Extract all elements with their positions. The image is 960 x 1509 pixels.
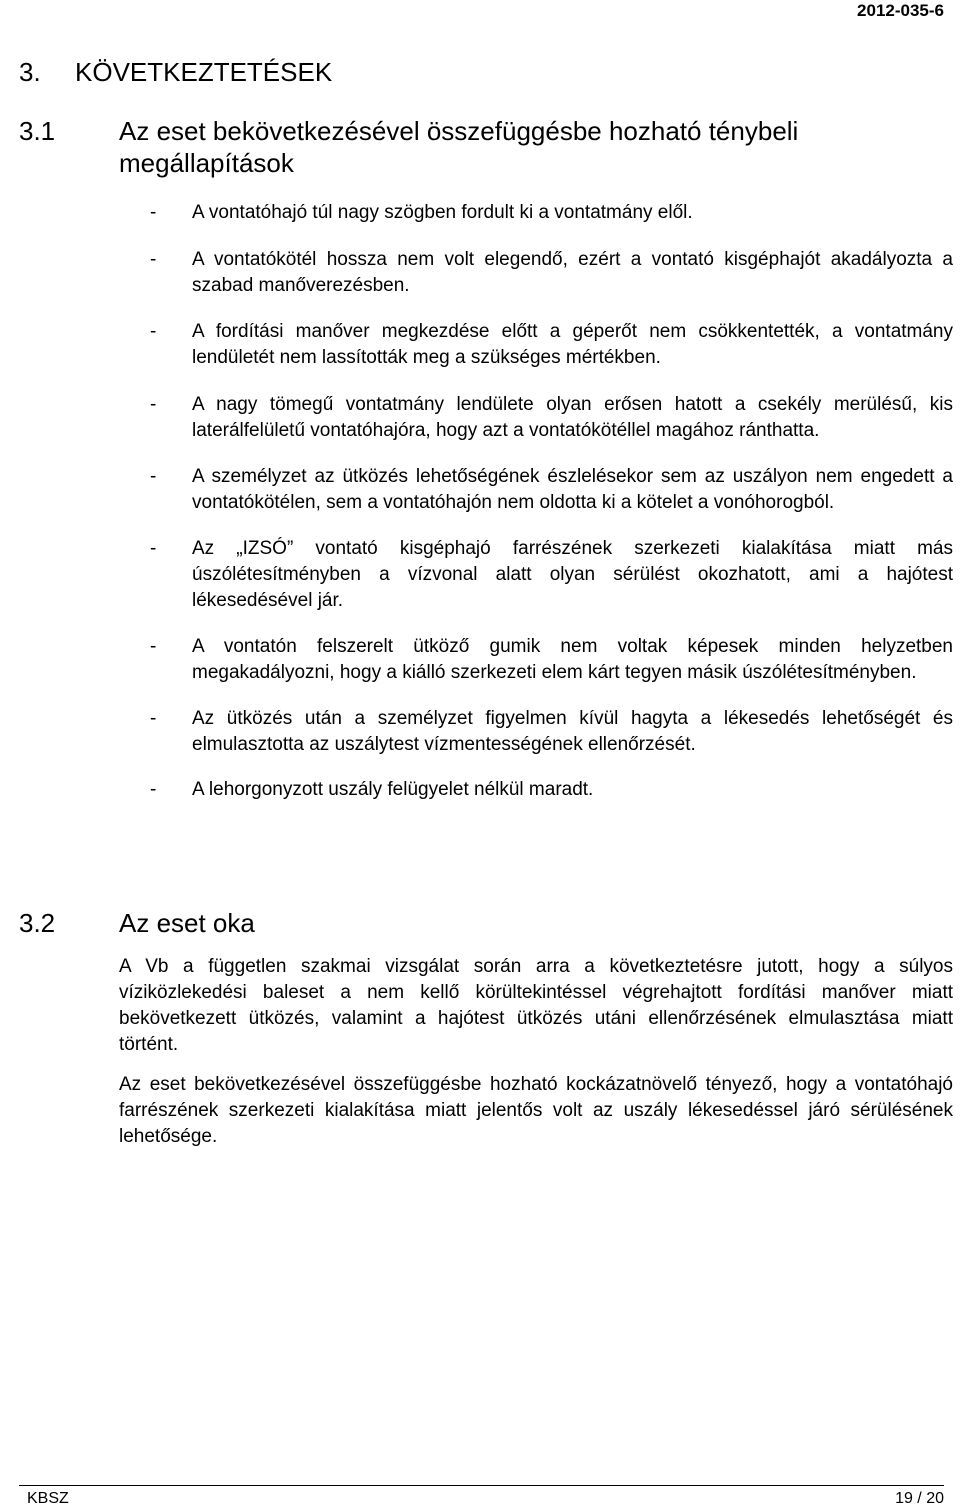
cause-section: [119, 954, 953, 1164]
finding-item: [150, 247, 953, 299]
section-number: 3.: [19, 57, 41, 87]
finding-item: [150, 536, 953, 614]
page-footer: [19, 1485, 944, 1507]
subsection-number: 3.1: [19, 116, 56, 146]
finding-text: Az „IZSÓ” vontató kisgéphajó farrészének szerkezeti kialakítása miatt más úszólétesítményben a vízvonal alatt olyan sérülést okozhatott, ami a hajótest lékesedésével jár.: [192, 538, 953, 611]
document-id: 2012-035-6: [857, 1, 944, 20]
cause-paragraph: A Vb a független szakmai vizsgálat során arra a következtetésre jutott, hogy a súlyos víziközlekedési baleset a nem kellő körültekintéssel végrehajtott fordítási manőver miatt bekövetkezett ütközés, valamint a hajótest ütközés utáni ellenőrzésének elmulasztása miatt történt.: [119, 956, 953, 1055]
subsection-title: Az eset bekövetkezésével összefüggésbe hozható ténybeli megállapítások: [119, 116, 799, 178]
finding-text: A személyzet az ütközés lehetőségének észlelésekor sem az uszályon nem engedett a vontatókötélen, sem a vontatóhajón nem oldotta ki a kötelet a vonóhorogból.: [192, 466, 953, 513]
finding-text: A fordítási manőver megkezdése előtt a géperőt nem csökkentették, a vontatmány lendületét nem lassították meg a szükséges mértékben.: [192, 321, 953, 368]
section-title: KÖVETKEZTETÉSEK: [75, 57, 333, 87]
finding-item: [150, 777, 953, 803]
finding-item: [150, 464, 953, 516]
section-heading: [19, 56, 332, 88]
list-dash: -: [150, 394, 157, 415]
page-number: 19 / 20: [895, 1490, 944, 1507]
subsection-number: 3.2: [19, 908, 56, 938]
list-dash: -: [150, 779, 157, 800]
list-dash: -: [150, 538, 157, 559]
finding-item: [150, 634, 953, 686]
risk-factor-paragraph: Az eset bekövetkezésével összefüggésbe hozható kockázatnövelő tényező, hogy a vontatóhajó farrészének szerkezeti kialakítása miatt jelentős volt az uszály lékesedéssel járó sérülésének lehetősége.: [119, 1074, 953, 1147]
subsection-title: Az eset oka: [119, 908, 255, 938]
list-dash: -: [150, 636, 157, 657]
subsection-heading-findings: [19, 115, 939, 179]
finding-text: A vontatókötél hossza nem volt elegendő, ezért a vontató kisgéphajót akadályozta a szabad manőverezésben.: [192, 249, 953, 296]
list-dash: -: [150, 708, 157, 729]
finding-text: Az ütközés után a személyzet figyelmen kívül hagyta a lékesedés lehetőségét és elmulasztotta az uszálytest vízmentességének ellenőrzését.: [192, 708, 953, 755]
finding-item: [150, 706, 953, 758]
list-dash: -: [150, 249, 157, 270]
finding-text: A vontatón felszerelt ütköző gumik nem voltak képesek minden helyzetben megakadályozni, hogy a kiálló szerkezeti elem kárt tegyen másik úszólétesítményben.: [192, 636, 953, 683]
finding-text: A nagy tömegű vontatmány lendülete olyan erősen hatott a csekély merülésű, kis laterálfelületű vontatóhajóra, hogy azt a vontatókötéllel magához ránthatta.: [192, 394, 953, 441]
finding-item: [150, 200, 953, 226]
list-dash: -: [150, 321, 157, 342]
list-dash: -: [150, 202, 157, 223]
finding-item: [150, 319, 953, 371]
list-dash: -: [150, 466, 157, 487]
subsection-heading-cause: [19, 907, 939, 939]
footer-organization: KBSZ: [27, 1490, 69, 1507]
finding-text: A vontatóhajó túl nagy szögben fordult ki a vontatmány elől.: [192, 202, 693, 223]
finding-text: A lehorgonyzott uszály felügyelet nélkül maradt.: [192, 779, 594, 800]
finding-item: [150, 392, 953, 444]
findings-list: [150, 200, 953, 803]
